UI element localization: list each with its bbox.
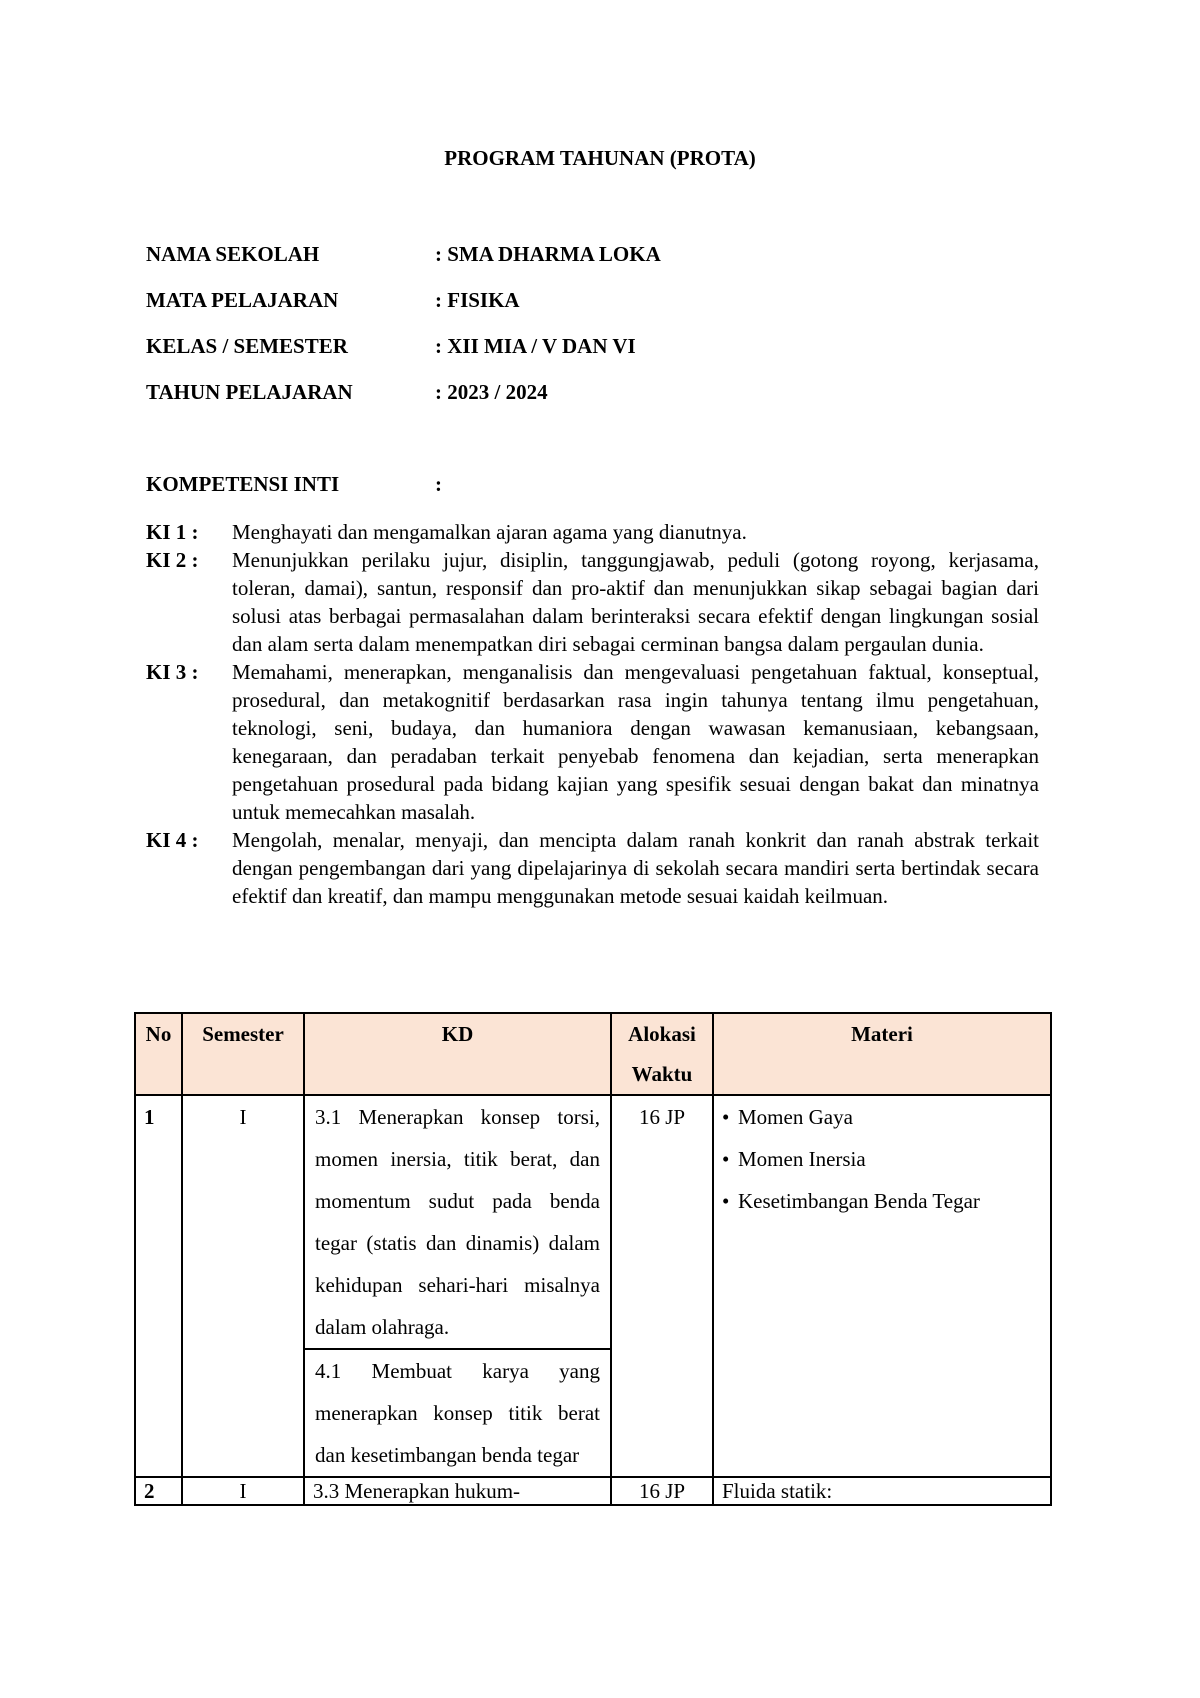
- info-row-school: [146, 240, 661, 286]
- cell-no: 2: [135, 1477, 182, 1505]
- ki-item: [146, 518, 1039, 546]
- table-row: [135, 1095, 1051, 1477]
- bullet-icon: •: [722, 1189, 730, 1213]
- kompetensi-list: [146, 518, 1039, 910]
- materi-text: Momen Gaya: [738, 1105, 853, 1129]
- bullet-icon: •: [722, 1147, 730, 1171]
- info-value: : XII MIA / V DAN VI: [435, 334, 636, 358]
- ki-label: KI 4 :: [146, 828, 199, 852]
- header-alokasi: Alokasi Waktu: [611, 1013, 713, 1095]
- cell-kd: 3.3 Menerapkan hukum-: [304, 1477, 611, 1505]
- cell-alokasi: 16 JP: [611, 1095, 713, 1477]
- info-value: : SMA DHARMA LOKA: [435, 242, 661, 266]
- info-value: : 2023 / 2024: [435, 380, 548, 404]
- ki-item: [146, 826, 1039, 910]
- materi-item: [722, 1180, 1042, 1222]
- header-semester: Semester: [182, 1013, 304, 1095]
- ki-text: Memahami, menerapkan, menganalisis dan mengevaluasi pengetahuan faktual, konseptual, prosedural, dan metakognitif berdasarkan rasa ingin tahunya tentang ilmu pengetahuan, teknologi, seni, budaya, dan humaniora dengan wawasan kemanusiaan, kebangsaan, kenegaraan, dan peradaban terkait penyebab fenomena dan kejadian, serta menerapkan pengetahuan prosedural pada bidang kajian yang spesifik sesuai dengan bakat dan minatnya untuk memecahkan masalah.: [232, 660, 1039, 824]
- cell-alokasi: 16 JP: [611, 1477, 713, 1505]
- cell-semester: I: [182, 1095, 304, 1477]
- header-kd: KD: [304, 1013, 611, 1095]
- info-label: KELAS / SEMESTER: [146, 334, 348, 358]
- cell-semester: I: [182, 1477, 304, 1505]
- cell-kd: [304, 1095, 611, 1477]
- page-title: PROGRAM TAHUNAN (PROTA): [444, 146, 756, 170]
- info-row-year: [146, 378, 661, 424]
- ki-text: Menunjukkan perilaku jujur, disiplin, tanggungjawab, peduli (gotong royong, kerjasama, toleran, damai), santun, responsif dan pro-aktif dan menunjukkan sikap sebagai bagian dari solusi atas berbagai permasalahan dalam berinteraksi secara efektif dengan lingkungan sosial dan alam serta dalam menempatkan diri sebagai cerminan bangsa dalam pergaulan dunia.: [232, 548, 1039, 656]
- bullet-icon: •: [722, 1105, 730, 1129]
- kompetensi-colon: :: [435, 472, 442, 496]
- identity-block: [146, 240, 661, 424]
- cell-materi: Fluida statik:: [713, 1477, 1051, 1505]
- header-no: No: [135, 1013, 182, 1095]
- header-materi: Materi: [713, 1013, 1051, 1095]
- materi-list: [722, 1096, 1042, 1222]
- cell-no: 1: [135, 1095, 182, 1477]
- info-value: : FISIKA: [435, 288, 520, 312]
- ki-label: KI 1 :: [146, 520, 199, 544]
- materi-item: [722, 1138, 1042, 1180]
- kd-item: 4.1 Membuat karya yang menerapkan konsep titik berat dan kesetimbangan benda tegar: [305, 1348, 610, 1476]
- ki-label: KI 2 :: [146, 548, 199, 572]
- kd-item: 3.1 Menerapkan konsep torsi, momen inersia, titik berat, dan momentum sudut pada benda tegar (statis dan dinamis) dalam kehidupan sehari-hari misalnya dalam olahraga.: [315, 1105, 600, 1339]
- info-row-subject: [146, 286, 661, 332]
- materi-text: Kesetimbangan Benda Tegar: [738, 1189, 980, 1213]
- ki-item: [146, 546, 1039, 658]
- cell-materi: [713, 1095, 1051, 1477]
- ki-text: Mengolah, menalar, menyaji, dan mencipta dalam ranah konkrit dan ranah abstrak terkait dengan pengembangan dari yang dipelajarinya di sekolah secara mandiri serta bertindak secara efektif dan kreatif, dan mampu menggunakan metode sesuai kaidah keilmuan.: [232, 828, 1039, 908]
- ki-text: Menghayati dan mengamalkan ajaran agama yang dianutnya.: [232, 520, 747, 544]
- table-row: [135, 1477, 1051, 1505]
- info-label: TAHUN PELAJARAN: [146, 380, 353, 404]
- ki-label: KI 3 :: [146, 660, 199, 684]
- materi-item: [722, 1096, 1042, 1138]
- materi-text: Momen Inersia: [738, 1147, 866, 1171]
- kompetensi-heading: [146, 472, 442, 497]
- ki-item: [146, 658, 1039, 826]
- info-row-class: [146, 332, 661, 378]
- info-label: MATA PELAJARAN: [146, 288, 339, 312]
- info-label: NAMA SEKOLAH: [146, 242, 320, 266]
- table-header-row: [135, 1013, 1051, 1095]
- prota-table: [134, 1012, 1052, 1506]
- kompetensi-label: KOMPETENSI INTI: [146, 472, 340, 496]
